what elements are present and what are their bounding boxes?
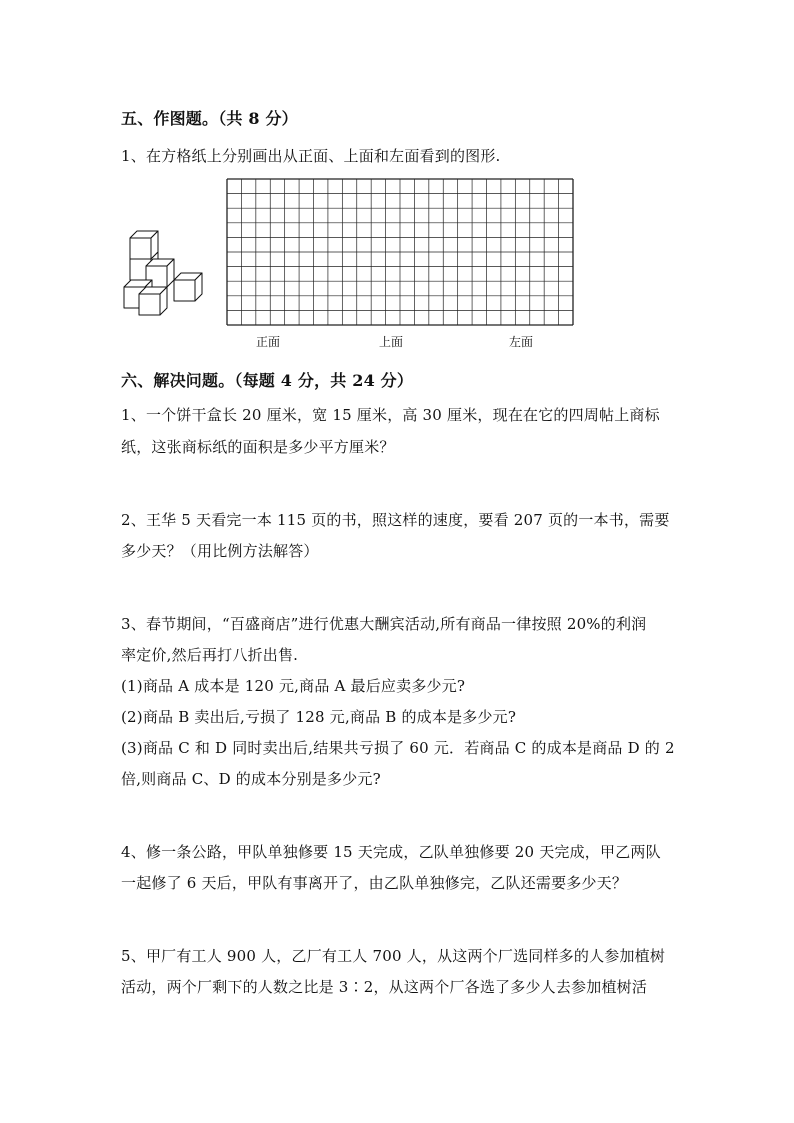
question-4-line-1: 4、修一条公路，甲队单独修要 15 天完成，乙队单独修要 20 天完成，甲乙两队: [121, 843, 661, 861]
question-1-line-1: 1、一个饼干盒长 20 厘米，宽 15 厘米，高 30 厘米，现在在它的四周帖上商标: [121, 406, 660, 424]
question-2-line-2: 多少天？（用比例方法解答）: [121, 542, 319, 560]
grid-label-top: 上面: [379, 335, 404, 349]
cube-stack-figure: [118, 225, 208, 320]
question-3-line-5: (3)商品 C 和 D 同时卖出后,结果共亏损了 60 元．若商品 C 的成本是商品 D 的 2: [121, 739, 675, 757]
square-grid: [226, 178, 574, 326]
question-2-line-1: 2、王华 5 天看完一本 115 页的书，照这样的速度，要看 207 页的一本书，需要: [121, 511, 670, 529]
section-five-heading: 五、作图题。（共 8 分）: [121, 109, 298, 128]
question-3-line-3: (1)商品 A 成本是 120 元,商品 A 最后应卖多少元?: [121, 677, 466, 695]
question-5-line-2: 活动，两个厂剩下的人数之比是 3∶2，从这两个厂各选了多少人去参加植树活: [121, 978, 648, 996]
section-five-question-1: 1、在方格纸上分别画出从正面、上面和左面看到的图形.: [121, 147, 501, 165]
question-3-line-4: (2)商品 B 卖出后,亏损了 128 元,商品 B 的成本是多少元?: [121, 708, 517, 726]
question-3-line-6: 倍,则商品 C、D 的成本分别是多少元?: [121, 770, 381, 788]
grid-label-front: 正面: [256, 335, 281, 349]
question-3-line-1: 3、春节期间，“百盛商店”进行优惠大酬宾活动,所有商品一律按照 20%的利润: [121, 615, 647, 633]
question-3-line-2: 率定价,然后再打八折出售.: [121, 646, 299, 664]
section-six-heading: 六、解决问题。（每题 4 分，共 24 分）: [121, 371, 414, 390]
question-5-line-1: 5、甲厂有工人 900 人，乙厂有工人 700 人，从这两个厂选同样多的人参加植树: [121, 947, 666, 965]
grid-label-left: 左面: [509, 335, 534, 349]
question-4-line-2: 一起修了 6 天后，甲队有事离开了，由乙队单独修完，乙队还需要多少天？: [121, 874, 628, 892]
question-1-line-2: 纸，这张商标纸的面积是多少平方厘米？: [121, 438, 395, 456]
